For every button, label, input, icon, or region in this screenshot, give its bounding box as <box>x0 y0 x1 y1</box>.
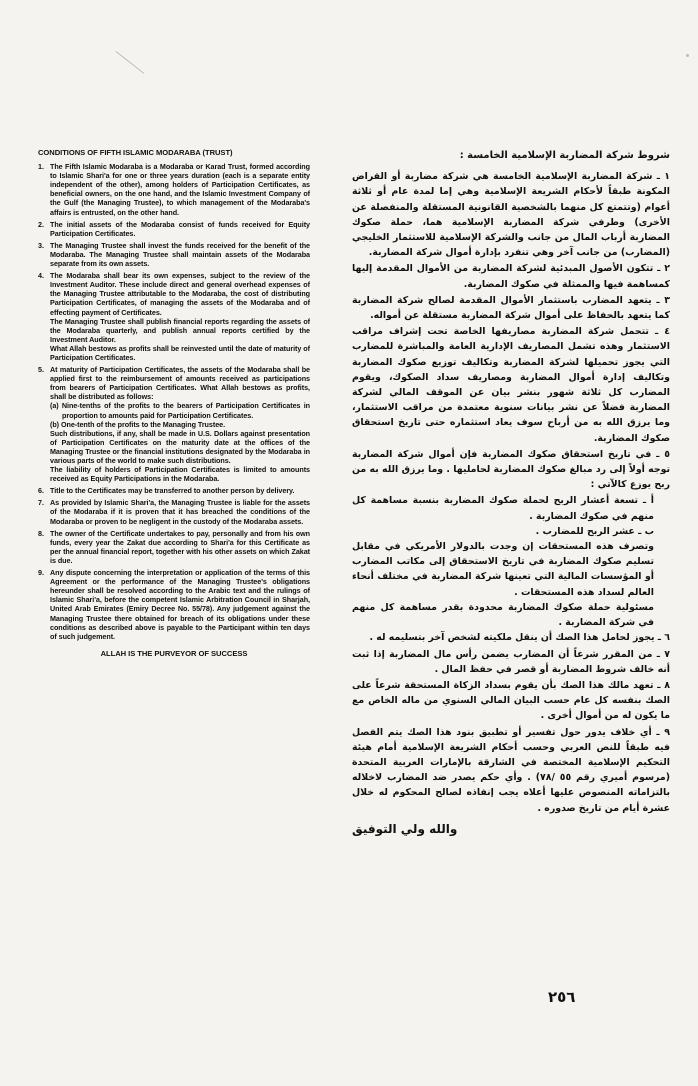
item-number: 9. <box>38 568 44 578</box>
english-item <box>38 498 310 525</box>
english-item <box>38 568 310 641</box>
item-subclause: (a) Nine-tenths of the profits to the bearers of Participation Certificates in proportion to amounts paid for Participation Certificates. <box>50 401 310 420</box>
item-number: 8. <box>38 528 44 538</box>
arabic-subclause: ب ـ عشر الربح للمضارب . <box>535 525 654 537</box>
arabic-closing: والله ولي التوفيق <box>352 821 458 836</box>
arabic-item: ٢ ـ تتكون الأصول المبدئية لشركة المضاربة من الأموال المقدمة إليها كمساهمة فيها والممثلة في صكوك المضاربة. <box>352 263 670 290</box>
item-text: The Modaraba shall bear its own expenses, subject to the review of the Investment Auditor. These include direct and general overhead expenses of the Managing Trustee attributable to the Modaraba, the cost of distributing Participation Certificates, of managing the assets of the Modaraba and of effecting payment of Certificates. <box>50 271 310 317</box>
item-note: The Managing Trustee shall publish financial reports regarding the assets of the Modaraba quarterly, and publish annual reports certified by the Investment Auditor. <box>50 316 310 344</box>
scan-mark <box>116 51 145 74</box>
english-heading: CONDITIONS OF FIFTH ISLAMIC MODARABA (TRUST) <box>38 148 233 157</box>
arabic-item: ٣ ـ يتعهد المضارب باستثمار الأموال المقدمة لصالح شركة المضاربة كما يتعهد بالحفاظ على أموال شركة المضاربة مستقلة عن أمواله. <box>352 294 670 322</box>
item-number: 7. <box>38 498 44 508</box>
arabic-item: ٨ ـ تعهد مالك هذا الصك بأن يقوم بسداد الزكاة المستحقة شرعاً على الصك بنفسه كل عام حسب البيان المالي السنوي من ماله الخاص مع ما يكون له من أموال أخرى . <box>352 679 670 722</box>
item-subclause: (b) One-tenth of the profits to the Managing Trustee. <box>50 419 226 429</box>
arabic-item: ١ ـ شركة المضاربة الإسلامية الخامسة هي شركة مضاربة أو القراض المكونة طبقاً لأحكام الشريعة الإسلامية وهي إما لمدة عام أو ثلاثة أعوام (وتتمتع كل منهما بالشخصية القانونية المستقلة والمنفصلة عن الأخرى) وطرفي شركة المضاربة الإسلامية هما، حملة صكوك المضاربة أرباب المال من جانب والشركة الإسلامية للاستثمار الخليجي (المضارب) من جانب آخر وهي تنفرد بإدارة أموال شركة المضاربة. <box>352 171 670 259</box>
arabic-subclause-note: وتصرف هذه المستحقات إن وجدت بالدولار الأمريكي في مقابل تسليم صكوك المضاربة في تاريخ الاستحقاق إلى مكاتب المضارب أو المؤسسات المالية التي تعينها شركة المضاربة في مختلف أنحاء العالم لسداد هذه المستحقات . <box>352 541 654 598</box>
item-text: The Fifth Islamic Modaraba is a Modaraba or Karad Trust, formed according to Islamic Shari'a for one or three years duration (each is a separate entity independent of the other), among holders of Participation Certificates, as beneficial owners, on the one hand, and the Islamic Investment Company of the Gulf (the Managing Trustee), to which management of the Modaraba's affairs is entrusted, on the other hand. <box>50 162 310 217</box>
item-text: Title to the Certificates may be transferred to another person by delivery. <box>50 486 295 496</box>
item-text: At maturity of Participation Certificates, the assets of the Modaraba shall be applied first to the reimbursement of amounts received as participations from bearers of Participation Certificates. What Allah bestows as profits, shall be distributed as follows: <box>50 365 310 402</box>
item-text: The Managing Trustee shall invest the funds received for the benefit of the Modaraba. The Managing Trustee shall maintain assets of the Modaraba separate from its own assets. <box>50 240 310 269</box>
english-item <box>38 365 310 483</box>
item-note: What Allah bestows as profits shall be reinvested until the date of maturity of Participation Certificates. <box>50 343 310 362</box>
page-number: ٢٥٦ <box>548 988 576 1006</box>
item-number: 4. <box>38 271 44 281</box>
english-item <box>38 529 310 565</box>
english-item <box>38 241 310 268</box>
arabic-item: ٧ ـ من المقرر شرعاً أن المضارب يضمن رأس مال المضاربة إذا ثبت أنه خالف شروط المضاربة أو قصر في حفظ المال . <box>352 648 670 675</box>
arabic-heading: شروط شركة المضاربة الإسلامية الخامسة : <box>459 150 670 161</box>
arabic-item: ٤ ـ تتحمل شركة المضاربة مصاريفها الخاصة تحت إشراف مراقب الاستثمار وهذه تشمل المصاريف الإدارية العامة والمباشرة للمضارب التي يجوز تحميلها لشركة المضاربة وتكاليف توزيع صكوك المضاربة وتكاليف إدارة أموال المضاربة ومصاريف سداد الصكوك، ويقوم المضارب كل ثلاثة شهور بنشر بيان عن الموقف المالي لشركة المضاربة فضلاً عن نشر بيانات سنوية معتمدة من مراقب الاستثمار، وما يرزق الله به من أرباح سوف يعاد استثماره حتى تاريخ استحقاق صكوك المضاربة. <box>352 326 670 444</box>
english-item <box>38 271 310 362</box>
english-item <box>38 486 310 495</box>
item-number: 6. <box>38 486 44 496</box>
item-number: 1. <box>38 162 44 172</box>
scan-dot <box>686 54 689 57</box>
arabic-item: ٩ ـ أي خلاف يدور حول تفسير أو تطبيق بنود هذا الصك يتم الفصل فيه طبقاً للنص العربي وحسب أحكام الشريعة الإسلامية أمام هيئة التحكيم الإسلامية المختصة في الشارقة بالإمارات العربية المتحدة (مرسوم أميري رقم ٥٥ /٧٨) . وأي حكم يصدر ضد المضارب لاخلاله بالتزاماته المنصوص عليها أعلاه يجب إنفاذه لصالح المحكوم له خلال عشرة أيام من تاريخ صدوره . <box>352 726 670 814</box>
item-note: The liability of holders of Participation Certificates is limited to amounts received as Equity Participations in the Modaraba. <box>50 465 310 484</box>
english-item <box>38 162 310 217</box>
arabic-column <box>352 148 670 837</box>
item-text: The owner of the Certificate undertakes to pay, personally and from his own funds, every year the Zakat due according to Shari'a for this Certificate as per the annual financial report, together with his other assets on which Zakat is due. <box>50 528 310 565</box>
arabic-item: ٥ ـ في تاريخ استحقاق صكوك المضاربة فإن أموال شركة المضاربة توجه أولاً إلى رد مبالغ صكوك المضاربة لحامليها . وما يرزق الله به من ربح يوزع كالآتي : <box>352 448 670 491</box>
item-text: The initial assets of the Modaraba consist of funds received for Equity Participation Certificates. <box>50 219 310 238</box>
item-note: Such distributions, if any, shall be made in U.S. Dollars against presentation of Participation Certificates on the maturity date at the offices of the Managing Trustee or the financial institutions designated by the Modaraba in various parts of the world to make such distributions. <box>50 428 310 465</box>
english-item <box>38 220 310 238</box>
english-closing: ALLAH IS THE PURVEYOR OF SUCCESS <box>100 648 248 658</box>
item-text: Any dispute concerning the interpretation or application of the terms of this Agreement or the performance of the Managing Trustee's obligations hereunder shall be resolved according to the Arabic text and the rulings of Islamic Shari'a, before the competent Islamic Arbitration Council in Sharjah, United Arab Emirates (Emiry Decree No. 55/78). Any judgement against the Managing Trustee there obtained for breach of its obligations under these conditions as described above is payable to the Participant within ten days of such judgement. <box>50 568 310 641</box>
arabic-item: ٦ ـ يجوز لحامل هذا الصك أن ينقل ملكيته لشخص آخر بتسليمه له . <box>369 632 670 644</box>
item-number: 5. <box>38 365 44 375</box>
arabic-subclause: أ ـ تسعة أعشار الربح لحملة صكوك المضاربة بنسبة مساهمة كل منهم في صكوك المضاربة . <box>352 495 654 522</box>
arabic-subclause-note: مسئولية حملة صكوك المضاربة محدودة بقدر مساهمة كل منهم في شركة المضاربة . <box>352 601 654 629</box>
english-column <box>38 148 310 658</box>
item-number: 3. <box>38 240 44 250</box>
item-text: As provided by Islamic Shari'a, the Managing Trustee is liable for the assets of the Modaraba if it is proven that it has breached the conditions of the Modaraba or proven to be negligent in the custody of the Modaraba assets. <box>50 498 310 526</box>
item-number: 2. <box>38 219 44 229</box>
